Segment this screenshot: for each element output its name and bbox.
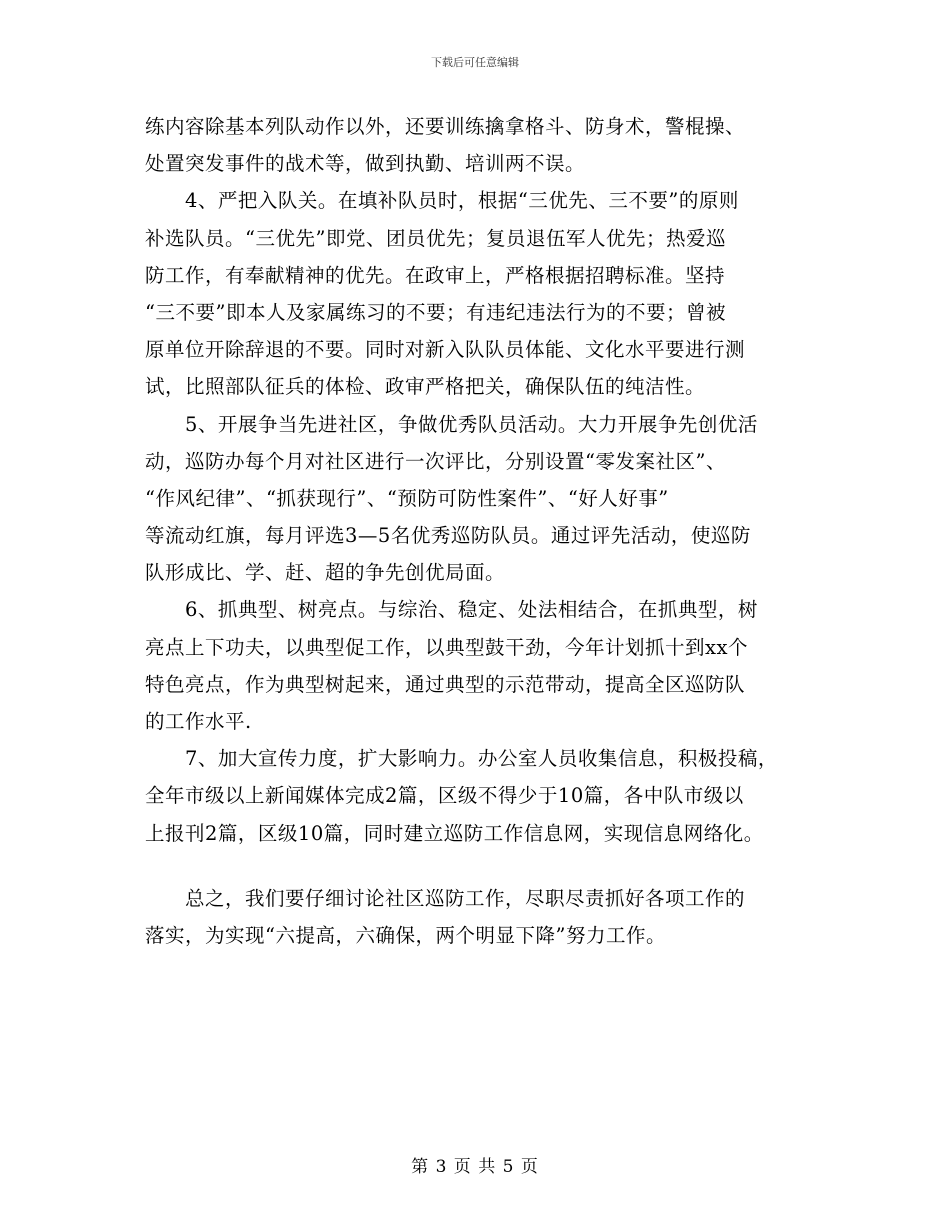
document-body [145, 108, 825, 954]
page-number-footer: 第 3 页 共 5 页 [411, 1157, 539, 1177]
summary-paragraph-start: 总之，我们要仔细讨论社区巡防工作，尽职尽责抓好各项工作的 [185, 886, 746, 910]
body-line: “三不要”即本人及家属练习的不要；有违纪违法行为的不要；曾被 [145, 300, 726, 324]
header-note: 下载后可任意编辑 [431, 56, 519, 69]
body-line: 上报刊2篇，区级10篇，同时建立巡防工作信息网，实现信息网络化。 [145, 821, 764, 845]
body-line: 处置突发事件的战术等，做到执勤、培训两不误。 [145, 152, 586, 176]
body-line: 全年市级以上新闻媒体完成2篇，区级不得少于10篇，各中队市级以 [145, 784, 744, 808]
body-line: 队形成比、学、赶、超的争先创优局面。 [145, 561, 506, 585]
body-line: 试，比照部队征兵的体检、政审严格把关，确保队伍的纯洁性。 [145, 375, 706, 399]
paragraph-5-start: 5、开展争当先进社区，争做优秀队员活动。大力开展争先创优活 [185, 412, 758, 436]
body-line: “作风纪律”、“抓获现行”、“预防可防性案件”、“好人好事” [145, 486, 669, 510]
paragraph-7-start: 7、加大宣传力度，扩大影响力。办公室人员收集信息，积极投稿， [185, 747, 778, 771]
body-line: 的工作水平. [145, 710, 252, 733]
paragraph-gap [145, 852, 825, 880]
body-line: 落实，为实现“六提高，六确保，两个明显下降”努力工作。 [145, 923, 666, 947]
body-line: 亮点上下功夫，以典型促工作，以典型鼓干劲，今年计划抓十到xx个 [145, 635, 748, 659]
body-line: 动，巡防办每个月对社区进行一次评比，分别设置“零发案社区”、 [145, 449, 726, 473]
body-line: 等流动红旗，每月评选3—5名优秀巡防队员。通过评先活动，使巡防 [145, 524, 751, 548]
body-line: 原单位开除辞退的不要。同时对新入队队员体能、文化水平要进行测 [145, 338, 746, 362]
body-line: 特色亮点，作为典型树起来，通过典型的示范带动，提高全区巡防队 [145, 672, 746, 696]
paragraph-4-start: 4、严把入队关。在填补队员时，根据“三优先、三不要”的原则 [185, 189, 739, 213]
body-line: 补选队员。“三优先”即党、团员优先；复员退伍军人优先；热爱巡 [145, 226, 726, 250]
body-line: 防工作，有奉献精神的优先。在政审上，严格根据招聘标准。坚持 [145, 263, 726, 287]
paragraph-6-start: 6、抓典型、树亮点。与综治、稳定、处法相结合，在抓典型，树 [185, 598, 758, 622]
body-line: 练内容除基本列队动作以外，还要训练擒拿格斗、防身术，警棍操、 [145, 115, 746, 138]
